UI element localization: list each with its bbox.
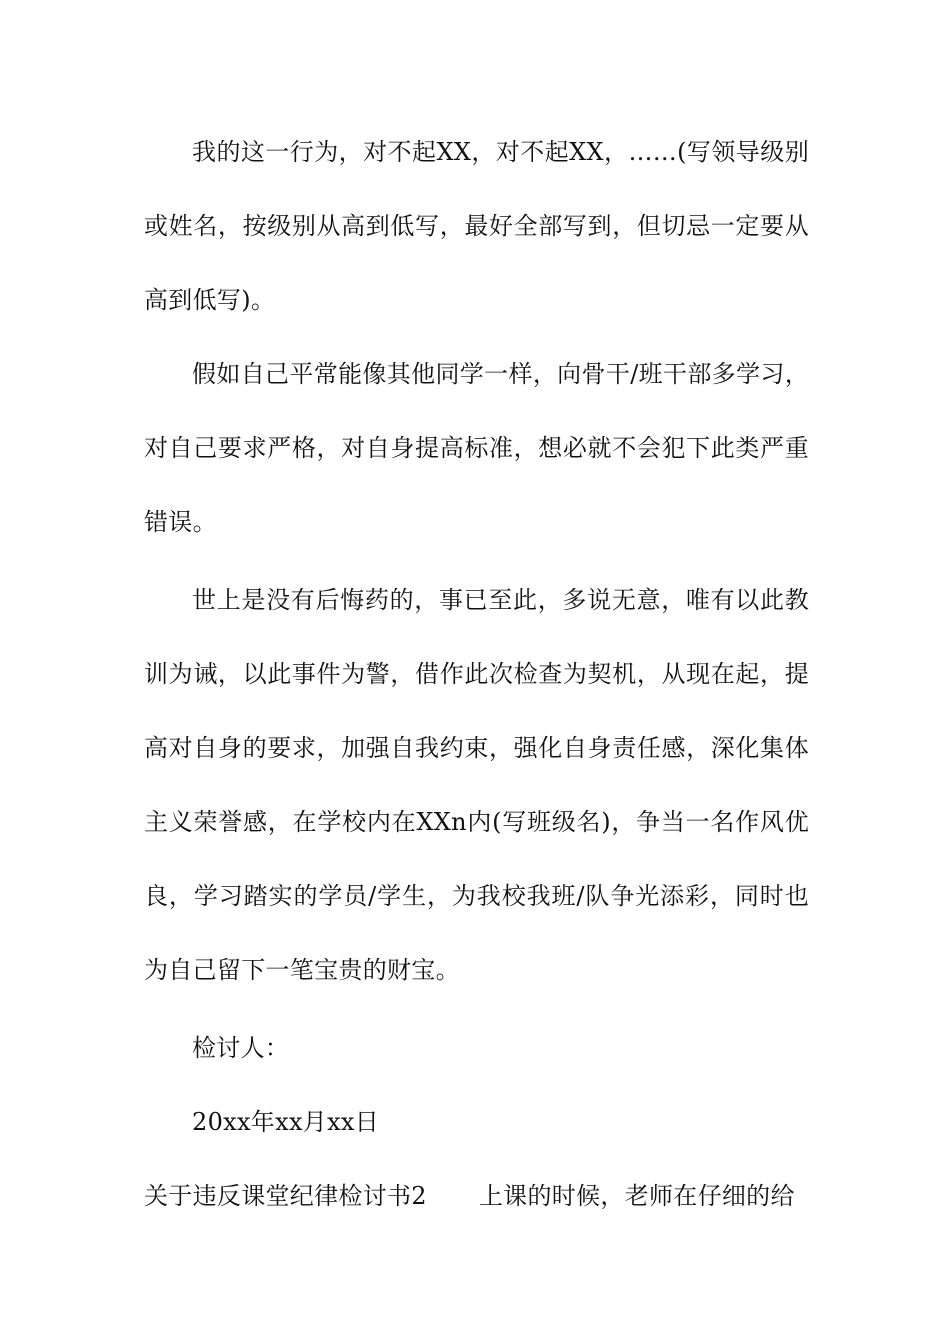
next-section-opening-text: 上课的时候，老师在仔细的给 xyxy=(478,1182,795,1210)
paragraph-3-line-4: 主义荣誉感，在学校内在XXn内(写班级名)，争当一名作风优 xyxy=(144,808,809,836)
paragraph-1-line-1: 我的这一行为，对不起XX，对不起XX，……(写领导级别 xyxy=(192,138,809,166)
paragraph-3-line-6: 为自己留下一笔宝贵的财宝。 xyxy=(144,956,460,984)
date-line: 20xx年xx月xx日 xyxy=(192,1108,380,1136)
paragraph-3-line-3: 高对自身的要求，加强自我约束，强化自身责任感，深化集体 xyxy=(144,734,809,762)
next-section-title: 关于违反课堂纪律检讨书2 xyxy=(144,1182,427,1210)
paragraph-2-line-2: 对自己要求严格，对自身提高标准，想必就不会犯下此类严重 xyxy=(144,434,809,462)
paragraph-3-line-1: 世上是没有后悔药的，事已至此，多说无意，唯有以此教 xyxy=(192,586,809,614)
signature-label: 检讨人： xyxy=(192,1034,290,1062)
paragraph-1-line-2: 或姓名，按级别从高到低写，最好全部写到，但切忌一定要从 xyxy=(144,212,809,240)
next-section-line xyxy=(144,1178,809,1214)
paragraph-3-line-2: 训为诫，以此事件为警，借作此次检查为契机，从现在起，提 xyxy=(144,660,809,688)
paragraph-2-line-1: 假如自己平常能像其他同学一样，向骨干/班干部多学习， xyxy=(192,360,809,388)
paragraph-3-line-5: 良，学习踏实的学员/学生，为我校我班/队争光添彩，同时也 xyxy=(144,882,809,910)
paragraph-2-line-3: 错误。 xyxy=(144,508,217,536)
paragraph-1-line-3: 高到低写)。 xyxy=(144,286,276,314)
